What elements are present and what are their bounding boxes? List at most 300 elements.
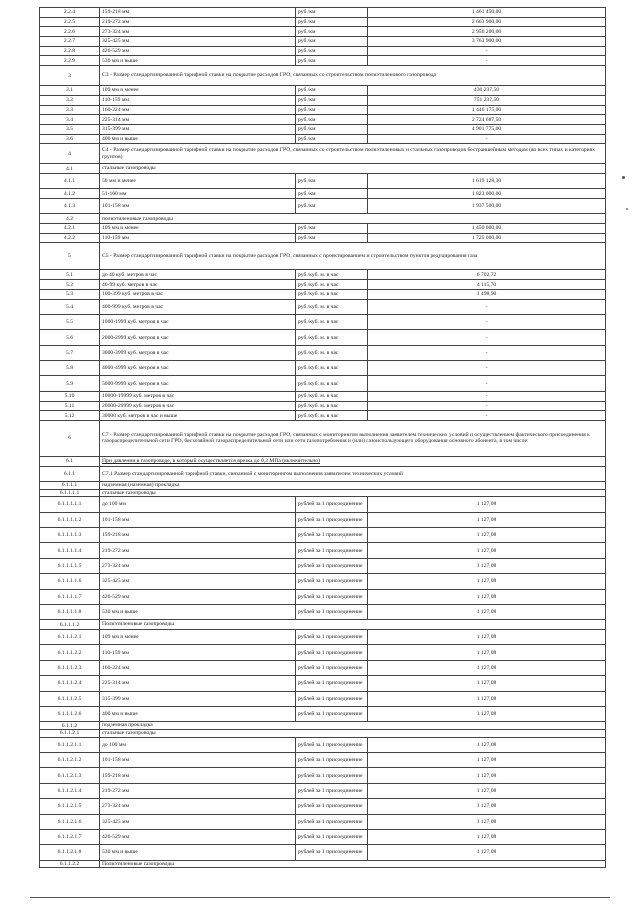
- row-unit: руб./куб. м. в час: [296, 299, 368, 314]
- row-unit: руб./км: [296, 46, 368, 56]
- row-number: 6.1.1.1.1.1: [40, 497, 100, 512]
- row-description: до 100 мм: [100, 737, 296, 752]
- table-row: [40, 361, 606, 376]
- table-row: [40, 497, 606, 512]
- row-unit: руб./км: [296, 124, 368, 134]
- section-heading: Полиэтиленовые газопроводы: [100, 620, 606, 630]
- table-row: [40, 134, 606, 144]
- row-description: 30000 куб. метров в час и выше: [100, 411, 296, 421]
- row-number: 6.1.1.2.1.8: [40, 845, 100, 860]
- row-rate-value: 1 446 175,00: [368, 105, 606, 115]
- row-number: 6.1.1.1.1: [40, 489, 100, 497]
- row-description: 530 мм и выше: [100, 845, 296, 860]
- row-description: 219-272 мм: [100, 783, 296, 798]
- row-unit: руб./км: [296, 37, 368, 47]
- row-number: 5.9: [40, 376, 100, 391]
- row-rate-value: 1 127,08: [368, 691, 606, 706]
- row-rate-value: 4 115,70: [368, 280, 606, 290]
- row-unit: руб./км: [296, 134, 368, 144]
- section-heading: С4 - Размер стандартизированной тарифной ставки на покрытие расходов ГРО, связанных со строительством полиэтиленовых и стальных газопроводов бестраншейным методом (во всех типах и категориях грунтов): [100, 144, 606, 164]
- row-number: 6.1.1.1.2.3: [40, 660, 100, 675]
- row-description: 273-324 мм: [100, 558, 296, 573]
- section-heading: стальные газопроводы: [100, 729, 606, 737]
- table-row: [40, 630, 606, 645]
- row-rate-value: 1 127,08: [368, 645, 606, 660]
- row-unit: руб./куб. м. в час: [296, 345, 368, 360]
- table-row: [40, 270, 606, 280]
- row-unit: рублей за 1 присоединение: [296, 527, 368, 542]
- table-row: [40, 280, 606, 290]
- row-description: 109 мм и менее: [100, 630, 296, 645]
- row-number: 5.3: [40, 289, 100, 299]
- row-description: 325-425 мм: [100, 814, 296, 829]
- row-number: 6: [40, 420, 100, 456]
- row-unit: рублей за 1 присоединение: [296, 543, 368, 558]
- table-row: [40, 330, 606, 345]
- table-row: [40, 199, 606, 214]
- row-number: 3.3: [40, 105, 100, 115]
- row-unit: рублей за 1 присоединение: [296, 783, 368, 798]
- row-rate-value: 2 724 687,50: [368, 115, 606, 125]
- row-rate-value: 1 619 128,30: [368, 173, 606, 188]
- row-number: 2.2.5: [40, 17, 100, 27]
- row-rate-value: -: [368, 46, 606, 56]
- table-row: [40, 799, 606, 814]
- section-heading: С3 - Размер стандартизированной тарифной ставки на покрытие расходов ГРО, связанных со строительством полиэтиленового газопровода: [100, 66, 606, 86]
- row-rate-value: 1 127,08: [368, 543, 606, 558]
- row-number: 2.2.9: [40, 56, 100, 66]
- row-unit: рублей за 1 присоединение: [296, 574, 368, 589]
- row-rate-value: 1 127,08: [368, 589, 606, 604]
- table-row: [40, 243, 606, 270]
- row-rate-value: 1 498,90: [368, 289, 606, 299]
- section-heading-text: При давлении в газопроводе, в который осуществляется врезка до 0,3 МПа (включительно): [102, 458, 320, 465]
- row-rate-value: -: [368, 314, 606, 329]
- row-description: 530 мм и выше: [100, 604, 296, 619]
- row-rate-value: 1 461 450,00: [368, 8, 606, 18]
- row-number: 3.5: [40, 124, 100, 134]
- row-number: 6.1.1.1.1.8: [40, 604, 100, 619]
- tariff-table: [39, 7, 606, 868]
- row-rate-value: 1 127,08: [368, 706, 606, 721]
- row-number: 6.1.1.2.1.2: [40, 752, 100, 767]
- row-number: 4: [40, 144, 100, 164]
- section-heading: подземная прокладка: [100, 722, 606, 730]
- row-description: 101-158 мм: [100, 199, 296, 214]
- row-unit: руб./км: [296, 17, 368, 27]
- row-number: 3: [40, 66, 100, 86]
- row-rate-value: -: [368, 401, 606, 411]
- table-row: [40, 224, 606, 234]
- row-rate-value: 430 237,50: [368, 86, 606, 96]
- table-row: [40, 660, 606, 675]
- row-rate-value: 1 127,08: [368, 574, 606, 589]
- row-description: 426-529 мм: [100, 829, 296, 844]
- row-unit: рублей за 1 присоединение: [296, 497, 368, 512]
- row-description: 325-425 мм: [100, 37, 296, 47]
- row-number: 6.1.1.1.1.5: [40, 558, 100, 573]
- row-description: 40-99 куб. метров в час: [100, 280, 296, 290]
- row-unit: руб./куб. м. в час: [296, 280, 368, 290]
- row-number: 4.2: [40, 214, 100, 224]
- row-description: 1000-1999 куб. метров в час: [100, 314, 296, 329]
- table-row: [40, 401, 606, 411]
- section-heading: С5 - Размер стандартизированной тарифной ставки на покрытие расходов ГРО, связанных с проектированием и строительством пунктов редуцирования газа: [100, 243, 606, 270]
- row-number: 2.2.7: [40, 37, 100, 47]
- row-unit: руб./км: [296, 27, 368, 37]
- row-unit: руб./км: [296, 173, 368, 188]
- row-rate-value: -: [368, 361, 606, 376]
- table-row: [40, 17, 606, 27]
- row-unit: руб./км: [296, 8, 368, 18]
- row-description: 10000-19999 куб. метров в час: [100, 391, 296, 401]
- row-number: 5.5: [40, 314, 100, 329]
- table-row: [40, 829, 606, 844]
- row-rate-value: 1 127,08: [368, 814, 606, 829]
- row-rate-value: 1 127,08: [368, 630, 606, 645]
- table-row: [40, 620, 606, 630]
- row-rate-value: -: [368, 330, 606, 345]
- row-unit: руб./куб. м. в час: [296, 314, 368, 329]
- row-rate-value: 1 127,08: [368, 660, 606, 675]
- table-row: [40, 543, 606, 558]
- row-unit: рублей за 1 присоединение: [296, 752, 368, 767]
- table-row: [40, 466, 606, 481]
- row-rate-value: 1 127,08: [368, 799, 606, 814]
- row-unit: рублей за 1 присоединение: [296, 845, 368, 860]
- row-rate-value: 4 901 775,00: [368, 124, 606, 134]
- table-row: [40, 845, 606, 860]
- row-number: 6.1.1.1.1.2: [40, 512, 100, 527]
- row-unit: рублей за 1 присоединение: [296, 589, 368, 604]
- row-description: 315-399 мм: [100, 124, 296, 134]
- row-description: 4000-4999 куб. метров в час: [100, 361, 296, 376]
- row-description: 101-158 мм: [100, 512, 296, 527]
- table-row: [40, 420, 606, 456]
- row-number: 5.6: [40, 330, 100, 345]
- table-row: [40, 27, 606, 37]
- row-number: 5.1: [40, 270, 100, 280]
- row-description: 315-399 мм: [100, 691, 296, 706]
- row-unit: руб./куб. м. в час: [296, 391, 368, 401]
- row-description: 2000-2999 куб. метров в час: [100, 330, 296, 345]
- row-description: 51-100 мм: [100, 189, 296, 199]
- row-number: 6.1.1.1.2.6: [40, 706, 100, 721]
- table-row: [40, 691, 606, 706]
- table-row: [40, 8, 606, 18]
- row-unit: руб./куб. м. в час: [296, 376, 368, 391]
- table-row: [40, 512, 606, 527]
- row-number: 4.2.1: [40, 224, 100, 234]
- table-row: [40, 115, 606, 125]
- row-description: 110-159 мм: [100, 95, 296, 105]
- row-number: 6.1: [40, 456, 100, 466]
- section-heading: стальные газопроводы: [100, 489, 606, 497]
- row-description: 110-159 мм: [100, 233, 296, 243]
- row-number: 6.1.1.2.1.3: [40, 768, 100, 783]
- row-rate-value: 1 823 000,00: [368, 189, 606, 199]
- row-rate-value: 1 725 000,00: [368, 233, 606, 243]
- table-row: [40, 345, 606, 360]
- table-row: [40, 233, 606, 243]
- section-heading: С7 - Размер стандартизированной тарифной ставки на покрытие расходов ГРО, связанных с мониторингом выполнения заявителем технических условий и осуществлением фактического присоединения к газораспределительной сети ГРО, бесхозяйной газораспределительной сети или сети газопотребления и (или) газоиспользующего оборудования основного абонента, в том числе:: [100, 420, 606, 456]
- row-description: 225-314 мм: [100, 115, 296, 125]
- row-rate-value: -: [368, 299, 606, 314]
- table-row: [40, 722, 606, 730]
- row-description: до 40 куб. метров в час: [100, 270, 296, 280]
- row-number: 6.1.1.1.2.5: [40, 691, 100, 706]
- row-number: 5.4: [40, 299, 100, 314]
- row-number: 6.1.1.1.2.1: [40, 630, 100, 645]
- row-number: 5.12: [40, 411, 100, 421]
- row-description: 20000-29999 куб. метров в час: [100, 401, 296, 411]
- table-row: [40, 411, 606, 421]
- row-number: 6.1.1.2.1.1: [40, 737, 100, 752]
- row-rate-value: -: [368, 134, 606, 144]
- row-number: 5.10: [40, 391, 100, 401]
- row-number: 4.1.1: [40, 173, 100, 188]
- row-rate-value: 751 237,50: [368, 95, 606, 105]
- row-unit: руб./км: [296, 105, 368, 115]
- row-number: 6.1.1.2.1.7: [40, 829, 100, 844]
- table-row: [40, 86, 606, 96]
- row-unit: руб./км: [296, 115, 368, 125]
- row-description: 160-224 мм: [100, 660, 296, 675]
- table-row: [40, 482, 606, 490]
- table-row: [40, 706, 606, 721]
- row-unit: рублей за 1 присоединение: [296, 799, 368, 814]
- row-description: 100-399 куб. метров в час: [100, 289, 296, 299]
- table-row: [40, 289, 606, 299]
- scan-speck: [622, 176, 625, 179]
- row-number: 3.6: [40, 134, 100, 144]
- table-row: [40, 144, 606, 164]
- row-rate-value: 1 127,08: [368, 752, 606, 767]
- row-rate-value: 1 127,08: [368, 829, 606, 844]
- row-description: 273-324 мм: [100, 27, 296, 37]
- row-rate-value: -: [368, 411, 606, 421]
- section-heading: надземная (наземная) прокладка: [100, 482, 606, 490]
- row-unit: руб./куб. м. в час: [296, 401, 368, 411]
- row-rate-value: 1 127,08: [368, 497, 606, 512]
- row-number: 2.2.6: [40, 27, 100, 37]
- row-description: 110-159 мм: [100, 645, 296, 660]
- table-row: [40, 189, 606, 199]
- table-row: [40, 558, 606, 573]
- row-number: 6.1.1.2.1.6: [40, 814, 100, 829]
- row-rate-value: 1 450 000,00: [368, 224, 606, 234]
- row-rate-value: -: [368, 376, 606, 391]
- row-unit: рублей за 1 присоединение: [296, 645, 368, 660]
- table-row: [40, 391, 606, 401]
- row-description: 160-224 мм: [100, 105, 296, 115]
- row-number: 6.1.1.1.1.7: [40, 589, 100, 604]
- row-number: 4.1.2: [40, 189, 100, 199]
- table-row: [40, 814, 606, 829]
- section-heading: [100, 456, 606, 466]
- row-description: 400-999 куб. метров в час: [100, 299, 296, 314]
- table-row: [40, 124, 606, 134]
- table-row: [40, 489, 606, 497]
- row-rate-value: 1 127,08: [368, 737, 606, 752]
- row-unit: руб./км: [296, 86, 368, 96]
- table-row: [40, 752, 606, 767]
- row-number: 6.1.1.2.2: [40, 860, 100, 868]
- table-row: [40, 173, 606, 188]
- table-row: [40, 737, 606, 752]
- row-number: 6.1.1.1: [40, 482, 100, 490]
- row-description: 426-529 мм: [100, 589, 296, 604]
- row-description: 400 мм и выше: [100, 134, 296, 144]
- row-number: 4.1.3: [40, 199, 100, 214]
- row-rate-value: 2 956 200,00: [368, 27, 606, 37]
- row-rate-value: 1 127,08: [368, 676, 606, 691]
- section-heading: стальные газопроводы: [100, 164, 606, 174]
- tariff-table-body: [40, 8, 606, 868]
- row-number: 5.8: [40, 361, 100, 376]
- table-row: [40, 645, 606, 660]
- row-description: 219-272 мм: [100, 543, 296, 558]
- row-unit: рублей за 1 присоединение: [296, 706, 368, 721]
- table-row: [40, 105, 606, 115]
- row-number: 6.1.1.1.2.4: [40, 676, 100, 691]
- page-bottom-rule: [30, 897, 610, 898]
- row-number: 6.1.1.1.1.6: [40, 574, 100, 589]
- row-rate-value: 1 127,08: [368, 527, 606, 542]
- table-row: [40, 46, 606, 56]
- table-row: [40, 783, 606, 798]
- row-number: 5.11: [40, 401, 100, 411]
- row-unit: рублей за 1 присоединение: [296, 512, 368, 527]
- row-number: 3.2: [40, 95, 100, 105]
- row-number: 6.1.1.1.1.3: [40, 527, 100, 542]
- row-description: 159-218 мм: [100, 768, 296, 783]
- section-heading: полиэтиленовые газопроводы: [100, 214, 606, 224]
- row-unit: рублей за 1 присоединение: [296, 558, 368, 573]
- row-number: 3.4: [40, 115, 100, 125]
- table-row: [40, 729, 606, 737]
- row-description: 325-425 мм: [100, 574, 296, 589]
- row-number: 6.1.1.2.1.4: [40, 783, 100, 798]
- row-number: 5.7: [40, 345, 100, 360]
- row-number: 6.1.1.2.1: [40, 729, 100, 737]
- row-unit: руб./км: [296, 189, 368, 199]
- row-number: 4.2.2: [40, 233, 100, 243]
- row-unit: руб./куб. м. в час: [296, 411, 368, 421]
- row-number: 5: [40, 243, 100, 270]
- row-rate-value: -: [368, 391, 606, 401]
- table-row: [40, 95, 606, 105]
- table-row: [40, 589, 606, 604]
- row-description: 225-314 мм: [100, 676, 296, 691]
- row-number: 2.2.8: [40, 46, 100, 56]
- row-unit: рублей за 1 присоединение: [296, 630, 368, 645]
- row-number: 3.1: [40, 86, 100, 96]
- row-description: 109 мм и менее: [100, 224, 296, 234]
- row-unit: руб./км: [296, 233, 368, 243]
- table-row: [40, 56, 606, 66]
- row-unit: рублей за 1 присоединение: [296, 814, 368, 829]
- row-unit: руб./куб. м. в час: [296, 361, 368, 376]
- row-number: 2.2.4: [40, 8, 100, 18]
- row-rate-value: 6 702,72: [368, 270, 606, 280]
- table-row: [40, 604, 606, 619]
- table-row: [40, 214, 606, 224]
- row-description: 273-324 мм: [100, 799, 296, 814]
- scan-speck: [626, 208, 628, 210]
- row-number: 6.1.1.1.2: [40, 620, 100, 630]
- row-description: 50 мм и менее: [100, 173, 296, 188]
- table-row: [40, 574, 606, 589]
- row-rate-value: 1 127,08: [368, 558, 606, 573]
- row-unit: руб./км: [296, 56, 368, 66]
- table-row: [40, 66, 606, 86]
- row-description: 219-272 мм: [100, 17, 296, 27]
- row-rate-value: 1 127,08: [368, 783, 606, 798]
- row-description: 159-218 мм: [100, 8, 296, 18]
- row-unit: рублей за 1 присоединение: [296, 604, 368, 619]
- table-row: [40, 527, 606, 542]
- table-row: [40, 456, 606, 466]
- row-unit: руб./куб. м. в час: [296, 289, 368, 299]
- row-unit: рублей за 1 присоединение: [296, 768, 368, 783]
- table-row: [40, 299, 606, 314]
- row-description: 400 мм и выше: [100, 706, 296, 721]
- row-rate-value: -: [368, 56, 606, 66]
- row-number: 6.1.1: [40, 466, 100, 481]
- row-description: 530 мм и выше: [100, 56, 296, 66]
- table-row: [40, 37, 606, 47]
- table-row: [40, 860, 606, 868]
- row-rate-value: 1 127,08: [368, 512, 606, 527]
- row-rate-value: 1 127,08: [368, 604, 606, 619]
- row-rate-value: 3 763 900,00: [368, 37, 606, 47]
- row-rate-value: -: [368, 345, 606, 360]
- row-number: 4.1: [40, 164, 100, 174]
- row-description: 101-158 мм: [100, 752, 296, 767]
- row-rate-value: 1 127,08: [368, 768, 606, 783]
- table-row: [40, 768, 606, 783]
- row-rate-value: 1 937 500,00: [368, 199, 606, 214]
- row-number: 6.1.1.1.1.4: [40, 543, 100, 558]
- table-row: [40, 164, 606, 174]
- row-number: 6.1.1.1.2.2: [40, 645, 100, 660]
- row-number: 6.1.1.2.1.5: [40, 799, 100, 814]
- row-unit: рублей за 1 присоединение: [296, 829, 368, 844]
- row-description: 426-529 мм: [100, 46, 296, 56]
- row-number: 6.1.1.2: [40, 722, 100, 730]
- tariff-document-page: [39, 7, 605, 868]
- table-row: [40, 376, 606, 391]
- row-unit: рублей за 1 присоединение: [296, 676, 368, 691]
- row-unit: рублей за 1 присоединение: [296, 737, 368, 752]
- row-unit: рублей за 1 присоединение: [296, 660, 368, 675]
- row-rate-value: 2 663 900,00: [368, 17, 606, 27]
- table-row: [40, 314, 606, 329]
- row-unit: рублей за 1 присоединение: [296, 691, 368, 706]
- row-description: 3000-3999 куб. метров в час: [100, 345, 296, 360]
- row-description: 159-218 мм: [100, 527, 296, 542]
- row-rate-value: 1 127,08: [368, 845, 606, 860]
- row-unit: руб./км: [296, 224, 368, 234]
- row-description: 109 мм и менее: [100, 86, 296, 96]
- row-description: 5000-9999 куб. метров в час: [100, 376, 296, 391]
- section-heading: С7.1 Размер стандартизированной тарифной ставки, связанной с мониторингом выполнения заявителем технических условий: [100, 466, 606, 481]
- row-description: до 100 мм: [100, 497, 296, 512]
- row-unit: руб./км: [296, 95, 368, 105]
- table-row: [40, 676, 606, 691]
- row-number: 5.2: [40, 280, 100, 290]
